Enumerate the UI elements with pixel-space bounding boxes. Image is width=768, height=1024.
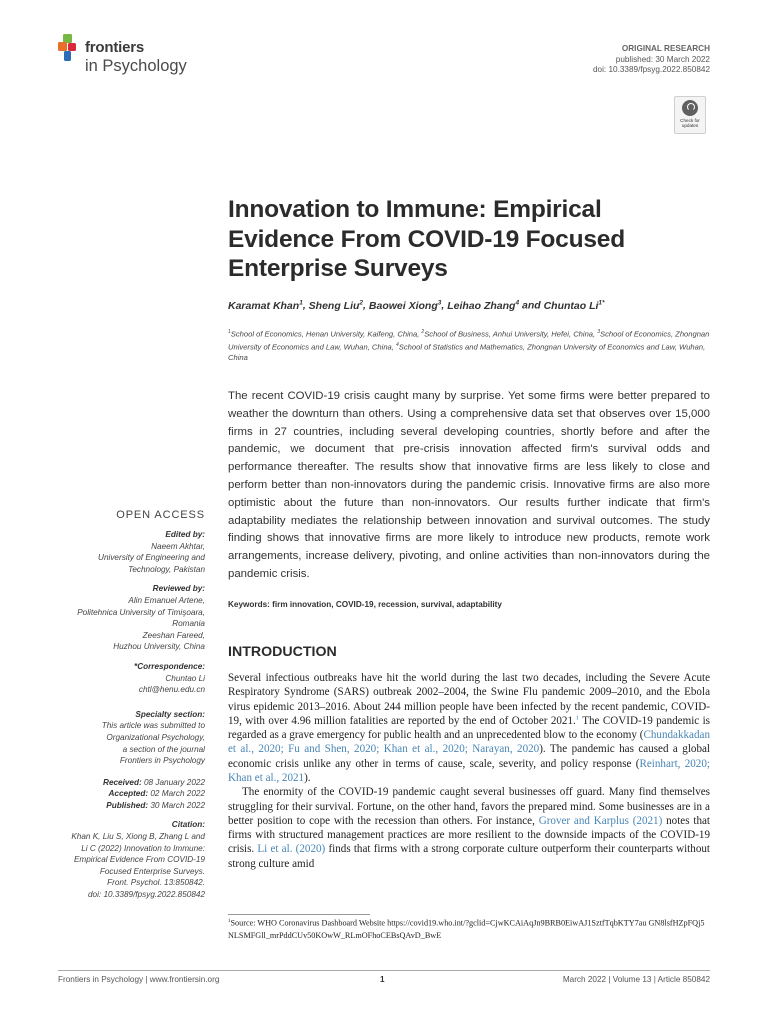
author[interactable] bbox=[369, 300, 441, 312]
date-row bbox=[58, 788, 205, 800]
affiliation-mark: 4 bbox=[396, 341, 399, 348]
article-type: ORIGINAL RESEARCH bbox=[621, 44, 710, 53]
sidebar-line: chtl@henu.edu.cn bbox=[138, 685, 205, 695]
sidebar-line: Organizational Psychology, bbox=[106, 732, 205, 742]
reviewer-info bbox=[58, 595, 205, 653]
sidebar-line: Alin Emanuel Artene, bbox=[128, 595, 205, 605]
author-name: Baowei Xiong bbox=[368, 299, 438, 312]
footer-divider bbox=[58, 970, 710, 971]
author-affiliation-mark: 1 bbox=[299, 299, 303, 306]
author[interactable] bbox=[228, 300, 303, 312]
sidebar-line: Li C (2022) Innovation to Immune: bbox=[81, 843, 205, 853]
sidebar-line: Naeem Akhtar, bbox=[151, 541, 205, 551]
citation-link[interactable]: Chundakkadan et al., 2020; Fu and Shen, 2020; Khan et al., 2020; Narayan, 2020 bbox=[228, 729, 710, 756]
footnote-divider bbox=[228, 914, 370, 915]
correspondence-label: *Correspondence: bbox=[134, 661, 205, 671]
author-affiliation-mark: 2 bbox=[359, 299, 364, 306]
author-list: Karamat Khan$^1$, Sheng Liu$^2$, Baowei Xiong$^3$, Leihao Zhang$^4$ and Chuntao $Li^{1*}$ bbox=[228, 299, 605, 312]
editor-info bbox=[58, 541, 205, 576]
body-paragraph: The enormity of the COVID-19 pandemic caught several businesses off guard. Many find themselves struggling for their survival. Fortune, on the other hand, favors the prepared mind. Some businesses are in a better position to cope with the recession than others. For instance, Grover and Karplus (2021) notes that firms with structured management practices are more resilient to the downside impacts of the COVID-19 crisis. Li et al. (2020) finds that firms with a strong corporate culture outperform their counterparts without strong culture amid bbox=[228, 786, 710, 870]
sidebar-line: Chuntao Li bbox=[165, 673, 205, 683]
date-value: 30 March 2022 bbox=[150, 800, 205, 810]
sidebar-line: University of Engineering and bbox=[98, 553, 205, 563]
frontiers-logo[interactable] bbox=[58, 34, 218, 82]
published-date: published: 30 March 2022 bbox=[615, 54, 710, 64]
sidebar-line: Technology, Pakistan bbox=[128, 564, 205, 574]
sidebar-line: Huzhou University, China bbox=[113, 642, 205, 652]
reviewed-by-label: Reviewed by: bbox=[152, 584, 205, 594]
correspondence-info[interactable] bbox=[58, 673, 205, 696]
author-name: Karamat Khan bbox=[228, 299, 300, 312]
specialty-section-info bbox=[58, 720, 205, 766]
sidebar-line: Zeeshan Fareed, bbox=[142, 630, 205, 640]
specialty-section-label: Specialty section: bbox=[135, 709, 205, 719]
author-name: Sheng Liu bbox=[308, 299, 360, 312]
author-affiliation-mark: 3 bbox=[437, 299, 442, 306]
edited-by-label: Edited by: bbox=[165, 530, 205, 539]
keywords: Keywords: firm innovation, COVID-19, recession, survival, adaptability bbox=[228, 600, 502, 609]
date-label: Received: bbox=[103, 777, 142, 787]
body-paragraph: Several infectious outbreaks have hit the world during the last two decades, including the Severe Acute Respiratory Syndrome (SARS) outbreak 2002–2004, the Swine Flu pandemic 2009–2010, and the Ebola virus epidemic 2013–2016. About 244 million people have been infected by the recent pandemic, COVID-19, with over 4.96 million fatalities are reported by the end of October 2021.$^1$ The COVID-19 pandemic is regarded as a grave emergency for public health and an unprecedented blow to the economy (Chundakkadan et al., 2020; Fu and Shen, 2020; Khan et al., 2020; Narayan, 2020). The pandemic has caused a global economic crisis unlike any other in terms of cause, scale, severity, and policy response (Reinhart, 2020; Khan et al., 2021). bbox=[228, 672, 710, 784]
sidebar-line: Romania bbox=[172, 619, 205, 629]
affiliation-text: School of Economics, Zhongnan University of Economics and Law, Wuhan, China, bbox=[228, 329, 710, 352]
check-updates-label: Check for updates bbox=[680, 118, 700, 128]
sidebar-line: Focused Enterprise Surveys. bbox=[99, 866, 205, 876]
footnote-text[interactable]: Source: WHO Coronavirus Dashboard Website https://covid19.who.int/?gclid=CjwKCAiAqJn9BRB0EiwAJ1SztfTqbKTY7au GN8lsfHZpFQj5NLSMFGll_mrPddCUv50KOwW_RLmOFhoCEBsQAvD_BwE bbox=[228, 918, 705, 940]
article-dates bbox=[58, 777, 205, 812]
brand-name: frontiers bbox=[85, 39, 145, 56]
affiliation-mark: 3 bbox=[597, 329, 601, 335]
author[interactable] bbox=[544, 300, 605, 312]
affiliation-text: School of Statistics and Mathematics, Zhongnan University of Economics and Law, Wuhan, China bbox=[228, 342, 706, 363]
date-label: Published: bbox=[106, 800, 149, 810]
affiliation-mark: 1 bbox=[228, 329, 231, 335]
article-body bbox=[228, 671, 710, 871]
page-number: 1 bbox=[380, 975, 385, 984]
author-affiliation-mark: 4 bbox=[515, 299, 520, 306]
footer-issue-info: March 2022 | Volume 13 | Article 850842 bbox=[562, 975, 710, 984]
footnote-mark: 1 bbox=[228, 919, 231, 924]
author-affiliation-mark: 1* bbox=[598, 299, 605, 306]
journal-name: in Psychology bbox=[85, 57, 187, 75]
sidebar-line: Empirical Evidence From COVID-19 bbox=[73, 855, 205, 865]
citation-link[interactable]: Reinhart, 2020; Khan et al., 2021 bbox=[228, 757, 710, 784]
sidebar-line: doi: 10.3389/fpsyg.2022.850842 bbox=[88, 890, 205, 900]
date-row bbox=[58, 777, 205, 789]
article-title: Innovation to Immune: Empirical Evidence From COVID-19 Focused Enterprise Surveys bbox=[228, 196, 625, 282]
article-sidebar bbox=[58, 509, 205, 901]
author-name: Chuntao Li bbox=[543, 299, 599, 312]
citation-info bbox=[58, 831, 205, 901]
date-row bbox=[58, 800, 205, 812]
date-value: 08 January 2022 bbox=[144, 777, 205, 787]
footer-journal-link[interactable]: Frontiers in Psychology | www.frontiersin.org bbox=[58, 975, 220, 984]
date-value: 02 March 2022 bbox=[150, 789, 205, 799]
article-meta bbox=[593, 44, 710, 76]
affiliation-mark: 2 bbox=[421, 329, 425, 335]
frontiers-logo-icon bbox=[58, 34, 82, 62]
sidebar-line: Frontiers in Psychology bbox=[119, 756, 205, 766]
author[interactable] bbox=[309, 300, 363, 312]
affiliation-text: School of Business, Anhui University, Hefei, China, bbox=[424, 329, 598, 339]
author-name: Leihao Zhang bbox=[447, 299, 516, 312]
sidebar-line: a section of the journal bbox=[122, 744, 205, 754]
check-updates-icon bbox=[682, 100, 698, 116]
abstract: The recent COVID-19 crisis caught many by surprise. Yet some firms were better prepared to weather the downturn than others. Using a comprehensive data set that observes over 15,000 firms in 27 countries, including several developing countries, shortly before and after the pandemic, we document that pre-crisis innovation affected firm's survival odds and performance thereafter. The results show that innovative firms are less likely to close and perform better than non-innovators during the pandemic crisis. Innovative firms are also more optimistic about the future than non-innovators. Our results further indicate that firm's adaptability mediates the relationship between innovation and survival outcomes. The study finding shows that innovative firms are more likely to introduce new products, remote work arrangements, increase delivery, pivoting, and online activities than non-innovators during the pandemic crisis. bbox=[228, 390, 710, 580]
author[interactable] bbox=[447, 300, 519, 312]
citation-link[interactable]: Grover and Karplus (2021) bbox=[538, 814, 663, 827]
date-label: Accepted: bbox=[108, 789, 149, 799]
footnote bbox=[228, 916, 710, 941]
citation-label: Citation: bbox=[171, 820, 205, 830]
open-access-label: OPEN ACCESS bbox=[116, 509, 205, 521]
affiliations bbox=[228, 327, 712, 364]
check-for-updates-badge[interactable] bbox=[674, 96, 706, 134]
doi[interactable]: doi: 10.3389/fpsyg.2022.850842 bbox=[593, 65, 710, 75]
sidebar-line: Front. Psychol. 13:850842. bbox=[107, 878, 205, 888]
affiliation-text: School of Economics, Henan University, Kaifeng, China, bbox=[230, 329, 422, 339]
sidebar-line: Khan K, Liu S, Xiong B, Zhang L and bbox=[71, 832, 205, 842]
footnote-ref[interactable]: 1 bbox=[575, 714, 580, 722]
sidebar-line: This article was submitted to bbox=[101, 721, 205, 731]
sidebar-line: Politehnica University of Timişoara, bbox=[77, 607, 205, 617]
citation-link[interactable]: Li et al. (2020) bbox=[257, 843, 326, 856]
introduction-heading: INTRODUCTION bbox=[228, 644, 337, 660]
